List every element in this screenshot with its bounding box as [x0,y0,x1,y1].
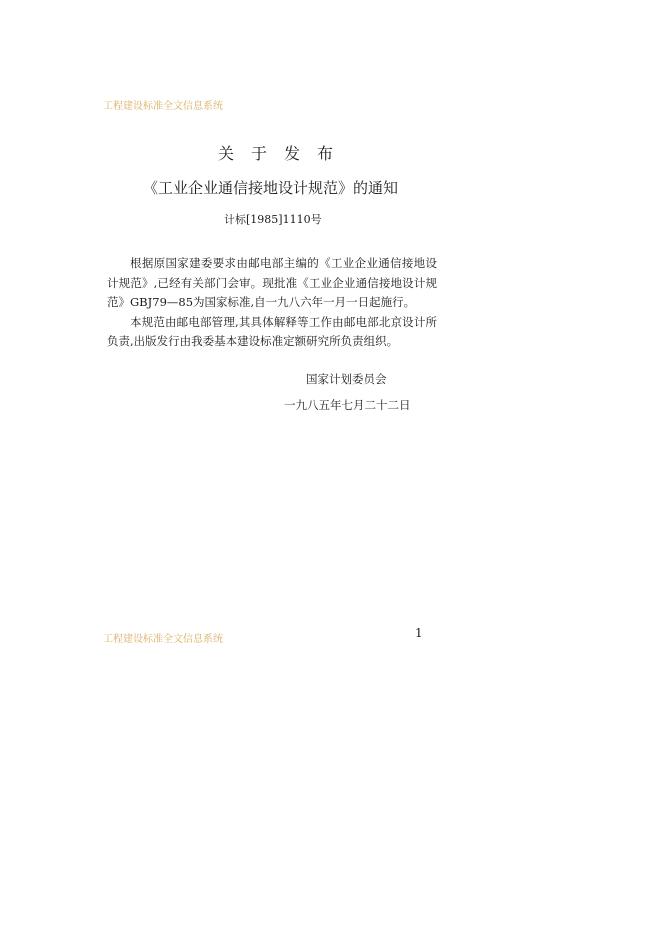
body-paragraph: 本规范由邮电部管理,其具体解释等工作由邮电部北京设计所负责,出版发行由我委基本建设标准定额研究所负责组织。 [107,314,437,348]
watermark-header: 工程建设标准全文信息系统 [103,101,223,112]
notice-subtitle: 《工业企业通信接地设计规范》的通知 [143,179,399,197]
notice-title: 关于发布 [218,144,351,163]
document-number: 计标[1985]1110号 [224,213,322,226]
issuer-signature: 国家计划委员会 [306,372,387,386]
notice-body [107,254,437,352]
issue-date: 一九八五年七月二十二日 [284,398,411,412]
watermark-footer: 工程建设标准全文信息系统 [103,634,223,645]
body-paragraph: 根据原国家建委要求由邮电部主编的《工业企业通信接地设计规范》,已经有关部门会审。现批准《工业企业通信接地设计规范》GBJ79—85为国家标准,自一九八六年一月一日起施行。 [107,256,437,309]
page-number: 1 [415,626,423,640]
